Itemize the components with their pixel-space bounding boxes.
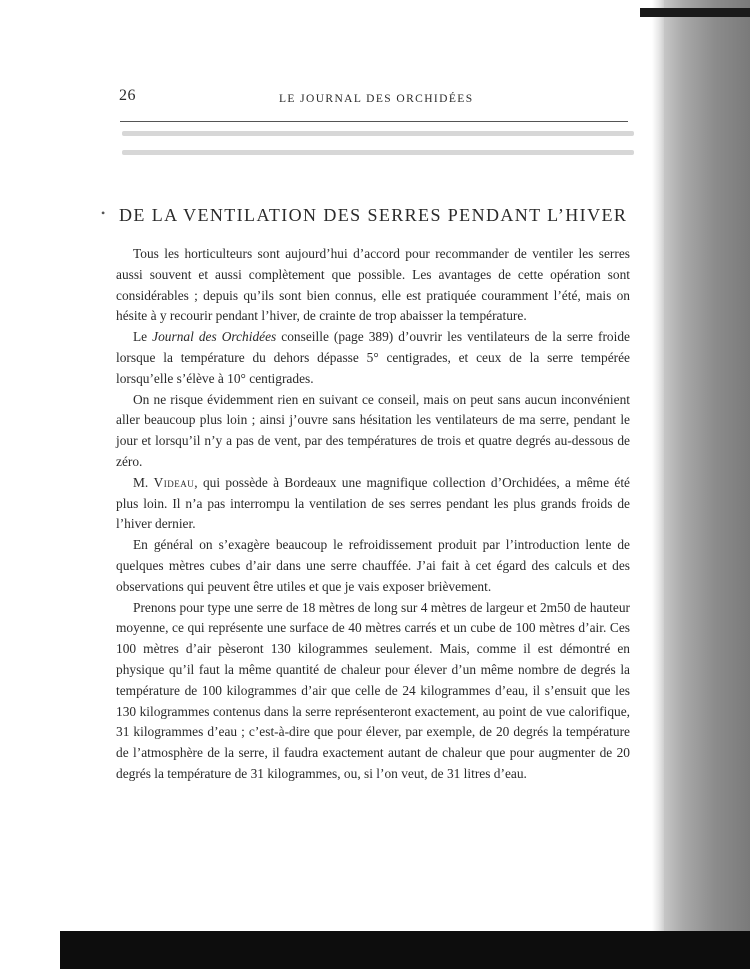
paragraph: Le Journal des Orchidées conseille (page 389) d’ouvrir les ventilateurs de la serre froide lorsque la température du dehors dépasse 5° centigrades, et ceux de la serre tempérée lorsqu’elle s’élève à 10° centigrades. xyxy=(116,329,630,386)
ornament-mark: • xyxy=(101,206,106,220)
paragraph: M. Videau, qui possède à Bordeaux une magnifique collection d’Orchidées, a même été plus loin. Il n’a pas interrompu la ventilation de ses serres pendant les plus grands froids de l’hiver dernier. xyxy=(116,474,630,532)
bleed-through-text xyxy=(122,131,634,136)
paragraph: Tous les horticulteurs sont aujourd’hui d’accord pour recommander de ventiler les serres aussi souvent et aussi complètement que possible. Les avantages de cette opération sont considérables ; depuis qu’ils sont bien connus, elle est pratiquée couramment l’été, mais on hésite à y recourir pendant l’hiver, de crainte de trop abaisser la température. xyxy=(116,246,630,324)
running-head: LE JOURNAL DES ORCHIDÉES xyxy=(279,93,474,105)
paragraph: On ne risque évidemment rien en suivant ce conseil, mais on peut sans aucun inconvénient aller beaucoup plus loin ; ainsi j’ouvre sans hésitation les ventilateurs de ma serre, pendant le jour et lorsqu’il n’y a pas de vent, par des températures de trois et quatre degrés au-dessous de zéro. xyxy=(116,391,630,469)
page-header xyxy=(119,87,629,117)
article-body xyxy=(116,244,630,785)
journal-reference: Journal des Orchidées xyxy=(152,329,277,345)
paragraph: En général on s’exagère beaucoup le refroidissement produit par l’introduction lente de quelques mètres cubes d’air dans une serre chauffée. J’ai fait à cet égard des calculs et des observations qui peuvent être utiles et que je vais exposer brièvement. xyxy=(116,537,630,594)
page-number: 26 xyxy=(119,87,136,104)
bleed-through-text xyxy=(122,150,634,155)
scan-page-edge xyxy=(652,0,664,969)
scan-top-border xyxy=(640,8,750,17)
article-title: DE LA VENTILATION DES SERRES PENDANT L’HIVER xyxy=(119,205,628,225)
scan-bottom-border xyxy=(60,931,750,969)
person-name: Videau xyxy=(153,474,195,490)
paragraph: Prenons pour type une serre de 18 mètres de long sur 4 mètres de largeur et 2m50 de hauteur moyenne, ce qui représente une surface de 40 mètres carrés et un cube de 100 mètres d’air. Ces 100 mètres d’air pèseront 130 kilogrammes seulement. Mais, comme il est démontré en physique qu’il faut la même quantité de chaleur pour élever d’un même nombre de degrés la température de 100 kilogrammes d’air que celle de 24 kilogrammes d’eau, il s’ensuit que les 130 kilogrammes contenus dans la serre représenteront exactement, au point de vue calorifique, 31 kilogrammes d’eau ; c’est-à-dire que pour élever, par exemple, de 20 degrés la température de l’atmosphère de la serre, il faudra exactement autant de chaleur que pour augmenter de 20 degrés la température de 31 kilogrammes, ou, si l’on veut, de 31 litres d’eau. xyxy=(116,599,630,781)
scan-page-shadow xyxy=(662,0,750,969)
header-rule xyxy=(120,121,628,122)
